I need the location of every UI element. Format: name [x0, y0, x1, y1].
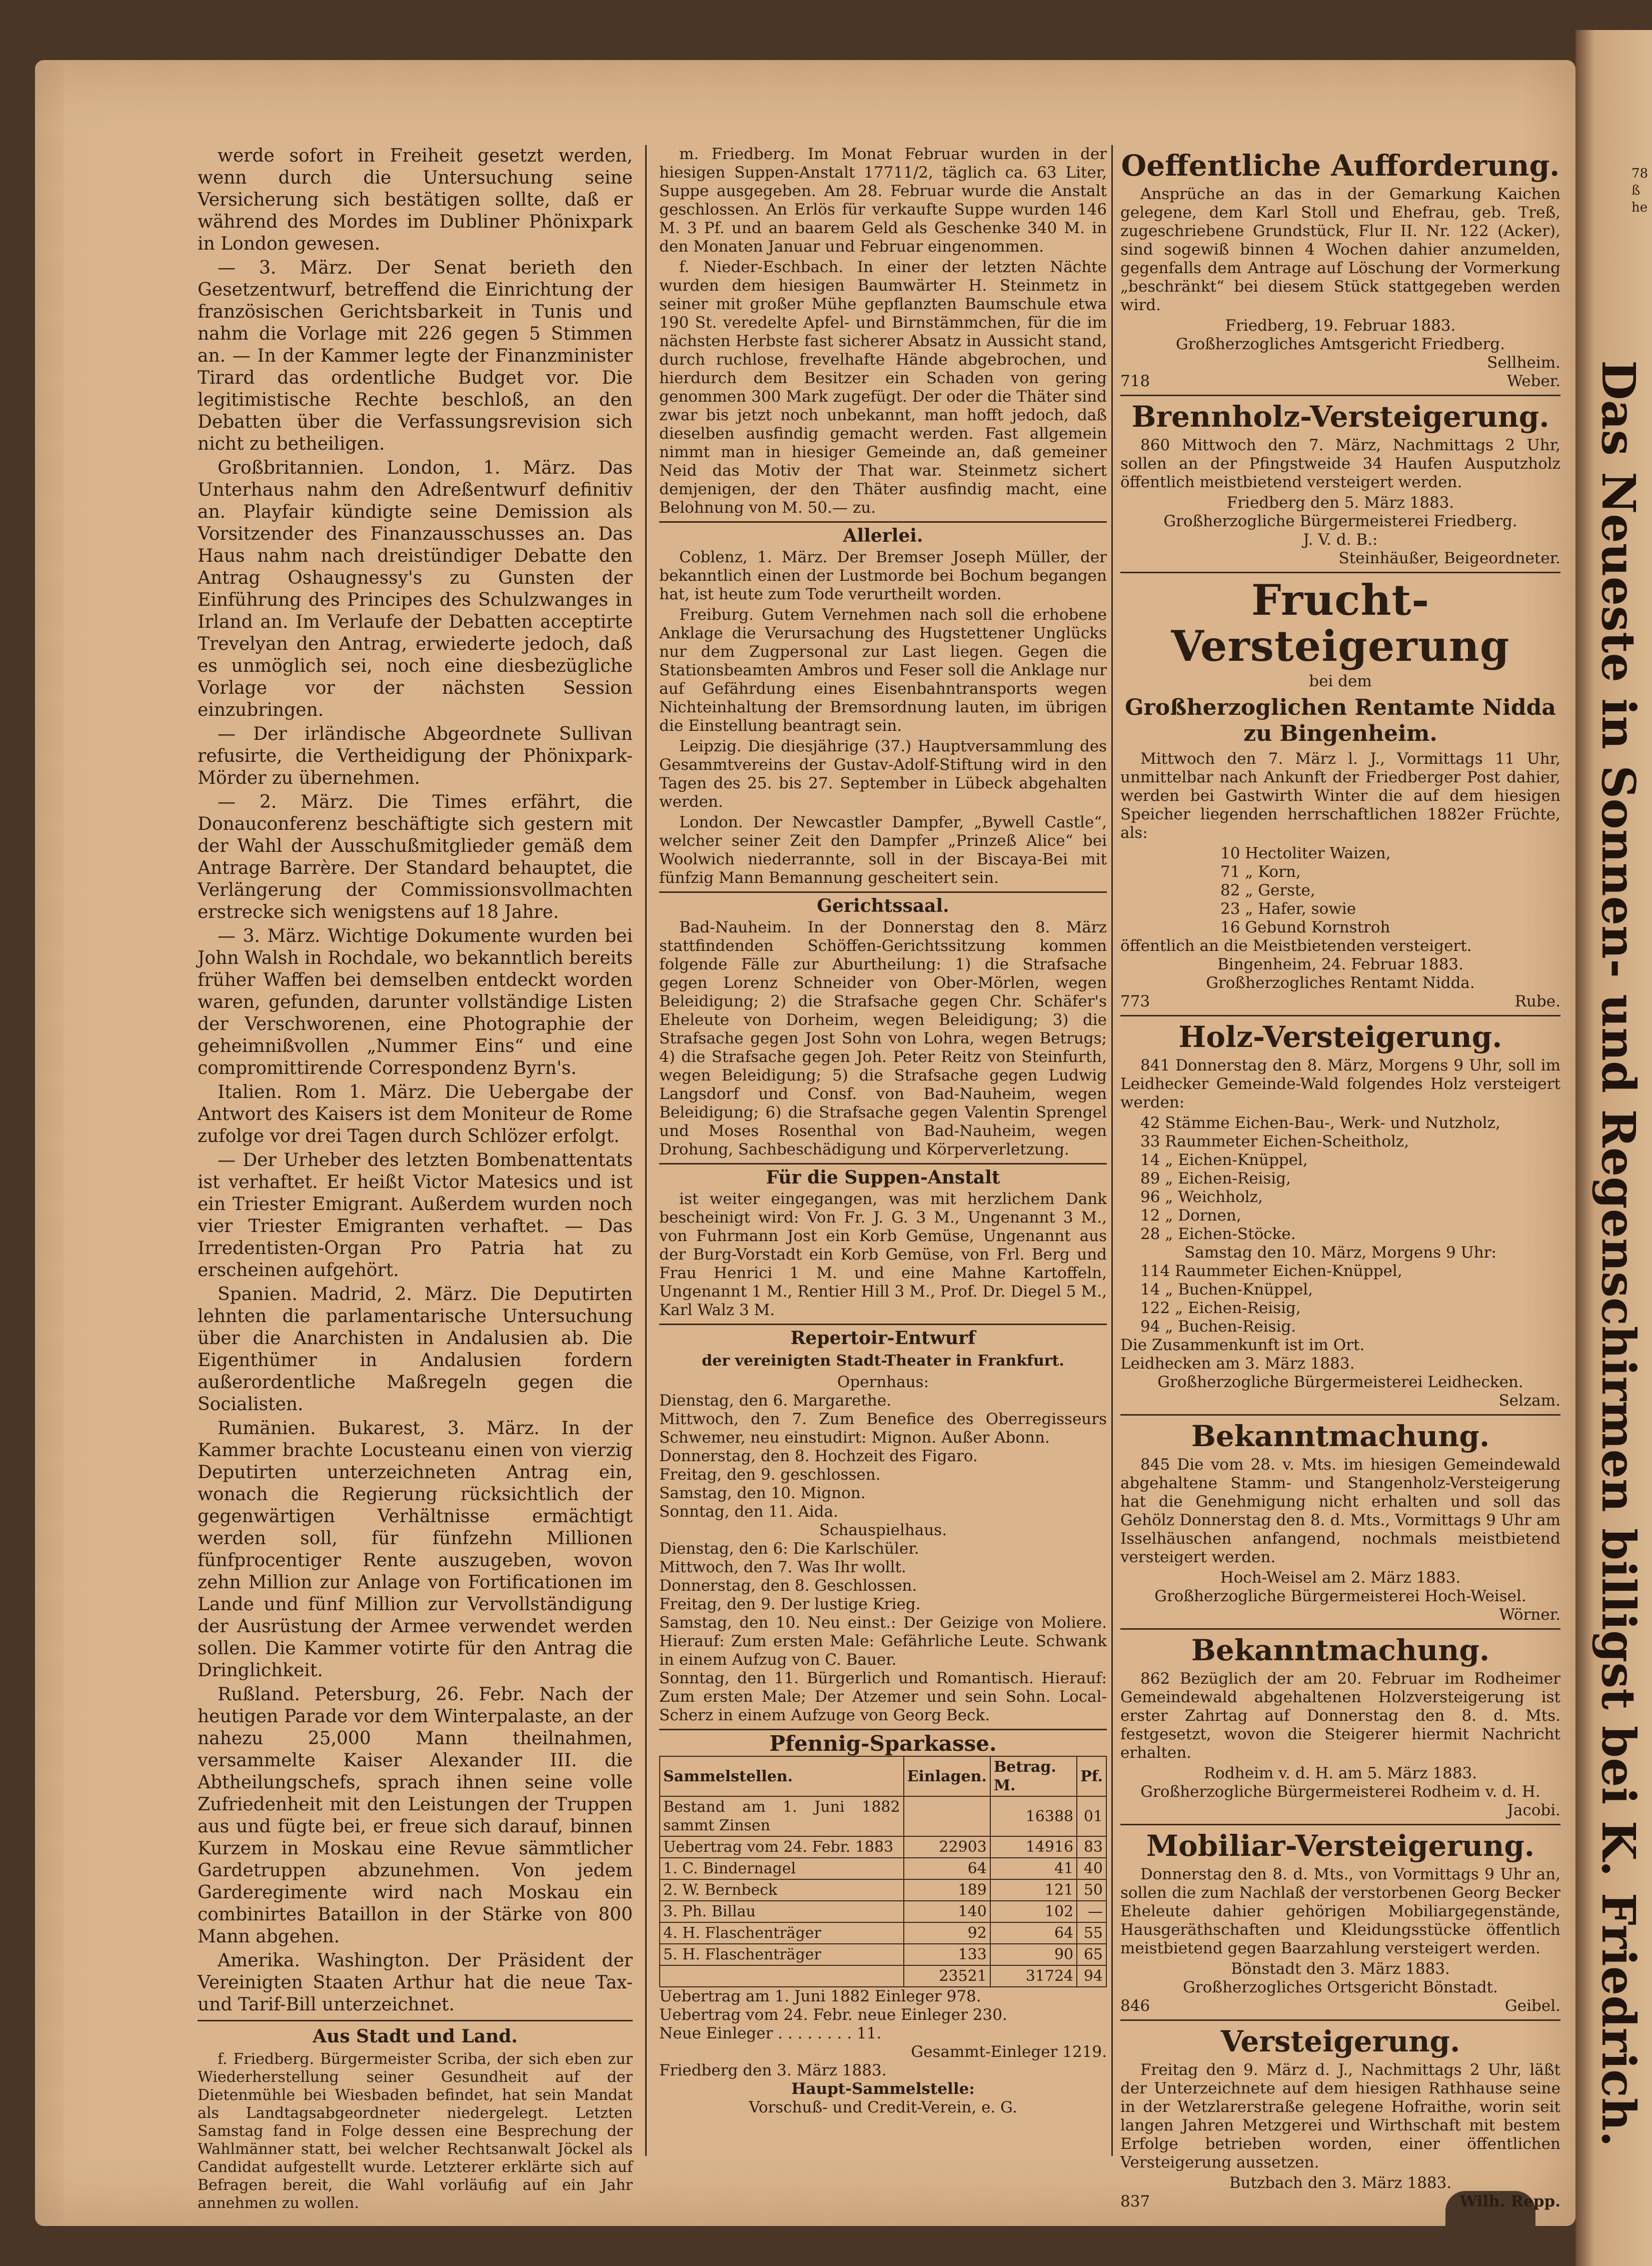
summary-line: Neue Einleger . . . . . . . . 11.	[659, 2024, 882, 2042]
table-cell: 41	[990, 1858, 1077, 1879]
paragraph: 862 Bezüglich der am 20. Februar im Rodheimer Gemeindewald abgehaltenen Holzversteigerung ist erster Zahrtag auf Donnerstag den 8. d. Mts. festgesetzt, wovon die Steigerer hiermit Nachricht erhalten.	[1120, 1670, 1560, 1762]
table-row	[660, 1858, 1106, 1879]
table-row	[660, 1836, 1106, 1858]
list-item: 96 „ Weichholz,	[1140, 1188, 1263, 1206]
ad-text: Die Zusammenkunft ist im Ort.	[1120, 1336, 1365, 1354]
side-advertisement: Das Neueste in Sonnen- und Regenschirmen billigst bei K. Friedrich.	[1591, 360, 1645, 2147]
section-heading: Repertoir-Entwurf	[790, 1328, 976, 1349]
ad-subheading: Großherzoglichen Rentamte Nidda zu Bingenheim.	[1125, 695, 1556, 746]
table-header: Sammelstellen.	[660, 1756, 904, 1796]
dateline: Friedberg den 5. März 1883.	[1226, 494, 1454, 512]
ad-number: 846	[1120, 1997, 1150, 2015]
table-cell: 01	[1077, 1796, 1106, 1836]
paragraph: — Der Urheber des letzten Bombenattentats ist verhaftet. Er heißt Victor Matesics und ist ein Triester Emigrant. Außerdem wurden noch vier Triester Emigranten verhaftet. — Das Irredentisten-Organ Pro Patria hat zu erscheinen aufgehört.	[198, 1150, 633, 1281]
dateline: Butzbach den 3. März 1883.	[1229, 2174, 1452, 2192]
ad-text: öffentlich an die Meistbietenden versteigert.	[1120, 937, 1472, 955]
divider	[659, 1729, 1107, 1730]
table-cell: 16388	[990, 1796, 1077, 1836]
paragraph: Großbritannien. London, 1. März. Das Unterhaus nahm den Adreßentwurf definitiv an. Playfair kündigte seine Demission als Vorsitzender des Finanzausschusses an. Das Haus nahm nach dreistündiger Debatte den Antrag Oshaugnessy's zu Gunsten der Einführung des Principes des Schulzwanges in Irland an. Im Verlaufe der Debatten acceptirte Trevelyan den Antrag, erwiederte jedoch, daß es unmöglich sei, noch eine diesbezügliche Vorlage vor der nächsten Session einzubringen.	[198, 458, 633, 720]
paragraph: Amerika. Washington. Der Präsident der Vereinigten Staaten Arthur hat die neue Tax- und Tarif-Bill unterzeichnet.	[198, 1950, 633, 2015]
table-row	[660, 1944, 1106, 1965]
section-heading: Pfennig-Sparkasse.	[769, 1731, 997, 1756]
table-cell: 92	[904, 1922, 990, 1944]
announcement	[1120, 577, 1560, 1016]
table-cell: 22903	[904, 1836, 990, 1858]
table-cell: 55	[1077, 1922, 1106, 1944]
table-cell: 2. W. Bernbeck	[660, 1879, 904, 1901]
office: Großherzogliches Ortsgericht Bönstadt.	[1183, 1978, 1498, 1996]
schedule-line: Dienstag, den 6: Die Karlschüler.	[659, 1540, 919, 1558]
office: Großherzogliche Bürgermeisterei Rodheim v. d. H.	[1140, 1783, 1540, 1801]
column-politics	[198, 145, 633, 2214]
ad-text: Samstag den 10. März, Morgens 9 Uhr:	[1184, 1244, 1496, 1262]
paragraph: — 3. März. Der Senat berieth den Gesetzentwurf, betreffend die Einrichtung der französischen Gerichtsbarkeit in Tunis und nahm die Vorlage mit 226 gegen 5 Stimmen an. — In der Kammer legte der Finanzminister Tirard das ordentliche Budget vor. Die legitimistische Rechte beschloß, an den Debatten über die Verfassungsrevision sich nicht zu betheiligen.	[198, 258, 633, 454]
signature: Vorschuß- und Credit-Verein, e. G.	[749, 2098, 1017, 2116]
paragraph: Coblenz, 1. März. Der Bremser Joseph Müller, der bekanntlich einen der Lustmorde bei Bochum begangen hat, ist heute zum Tode verurtheilt worden.	[659, 548, 1107, 603]
announcement	[1120, 1634, 1560, 1825]
paragraph: Rumänien. Bukarest, 3. März. In der Kammer brachte Locusteanu einen von vierzig Deputirten unterzeichneten Antrag ein, wonach die Regierung rücksichtlich der gegenwärtigen Verhältnisse ermächtigt werden soll, für fünfzehn Millionen fünfprocentiger Rente auszugeben, wovon zehn Million zur Anlage von Fortificationen im Lande und fünf Million zur Vervollständigung der Ausrüstung der Armee verwendet werden sollen. Die Kammer votirte für den Antrag die Dringlichkeit.	[198, 1418, 633, 1681]
ad-text: bei dem	[1309, 672, 1372, 690]
divider	[659, 1324, 1107, 1325]
table-cell: 94	[1077, 1965, 1106, 1987]
ad-heading: Holz-Versteigerung.	[1178, 1020, 1502, 1054]
table-cell: 14916	[990, 1836, 1077, 1858]
divider	[659, 1163, 1107, 1165]
table-row	[660, 1901, 1106, 1922]
paragraph: Rußland. Petersburg, 26. Febr. Nach der heutigen Parade vor dem Winterpalaste, an der nahezu 25,000 Mann theilnahmen, versammelte Kaiser Alexander III. die Abtheilungschefs, sprach ihnen seine volle Zufriedenheit mit den Leistungen der Truppen aus und fügte bei, er freue sich darauf, binnen Kurzem in Moskau eine Revue sämmtlicher Gardetruppen abzunehmen. Von jedem Garderegimente wird nach Moskau ein combinirtes Bataillon in der Stärke von 800 Mann abgehen.	[198, 1684, 633, 1947]
paragraph: Freiburg. Gutem Vernehmen nach soll die erhobene Anklage die Verursachung des Hugstettener Unglücks nur dem Zugpersonal zur Last liegen. Gegen die Stationsbeamten Ambros und Feser soll die Anklage nur auf Gefährdung eines Eisenbahntransports wegen Nichteinhaltung der Bremsordnung lauten, im übrigen die Einstellung beantragt sein.	[659, 606, 1107, 735]
section-heading: Für die Suppen-Anstalt	[766, 1167, 1000, 1188]
table-cell: Uebertrag vom 24. Febr. 1883	[660, 1836, 904, 1858]
schedule-line: Sonntag, den 11. Bürgerlich und Romantisch. Hierauf: Zum ersten Male; Der Atzemer und sein Sohn. Local-Scherz in einem Aufzuge von Georg Beck.	[659, 1669, 1107, 1724]
paragraph: Spanien. Madrid, 2. März. Die Deputirten lehnten die parlamentarische Untersuchung über die Anarchisten in Andalusien ab. Die Eigenthümer in Andalusien fordern außerordentliche Maßregeln gegen die Socialisten.	[198, 1284, 633, 1415]
paragraph: Ansprüche an das in der Gemarkung Kaichen gelegene, dem Karl Stoll und Ehefrau, geb. Treß, zugeschriebene Grundstück, Flur II. Nr. 122 (Acker), sind sogewiß binnen 4 Wochen dahier anzumelden, gegenfalls dem Antrage auf Löschung der Vormerkung „beschränkt“ bei diesem Stück stattgegeben werden wird.	[1120, 185, 1560, 314]
ad-heading: Brennholz-Versteigerung.	[1131, 400, 1549, 434]
office: Großherzogliche Bürgermeisterei Hoch-Weisel.	[1154, 1587, 1526, 1605]
section-heading: Allerlei.	[843, 525, 923, 546]
list-item: 89 „ Eichen-Reisig,	[1140, 1170, 1291, 1188]
schedule-line: Sonntag, den 11. Aida.	[659, 1503, 838, 1521]
schedule-line: Freitag, den 9. geschlossen.	[659, 1466, 881, 1484]
summary-line: Uebertrag am 1. Juni 1882 Einleger 978.	[659, 1987, 981, 2005]
office: Großherzogliches Amtsgericht Friedberg.	[1175, 335, 1505, 353]
paragraph: Italien. Rom 1. März. Die Uebergabe der Antwort des Kaisers ist dem Moniteur de Rome zufolge vor drei Tagen durch Schlözer erfolgt.	[198, 1082, 633, 1147]
table-cell: 133	[904, 1944, 990, 1965]
list-item: 33 Raummeter Eichen-Scheitholz,	[1140, 1132, 1409, 1151]
schedule-line: Mittwoch, den 7. Zum Benefice des Oberregisseurs Schwemer, neu einstudirt: Mignon. Außer Abonn.	[659, 1410, 1107, 1447]
section-heading: Gerichtssaal.	[817, 895, 949, 916]
signature: Geibel.	[1505, 1997, 1560, 2015]
subheading: Haupt-Sammelstelle:	[791, 2080, 975, 2098]
paragraph: Freitag den 9. März d. J., Nachmittags 2 Uhr, läßt der Unterzeichnete auf dem hiesigen Rathhause seine in der Wetzlarerstraße gelegene Hofraithe, worin seit langen Jahren Metzgerei und Wirthschaft mit bestem Erfolge betrieben worden, einer öffentlichen Versteigerung aussetzen.	[1120, 2061, 1560, 2171]
signature: Wilh. Repp.	[1459, 2192, 1560, 2210]
divider	[659, 521, 1107, 523]
summary-line: Uebertrag vom 24. Febr. neue Einleger 230.	[659, 2006, 1007, 2024]
signature: J. V. d. B.:	[1303, 531, 1378, 549]
dateline: Leidhecken am 3. März 1883.	[1120, 1355, 1355, 1373]
paragraph: werde sofort in Freiheit gesetzt werden, wenn durch die Untersuchung seine Versicherung sich bestätigen sollte, daß er während des Mordes im Dubliner Phönixpark in London gewesen.	[198, 146, 633, 254]
margin-note: 78 ß he	[1631, 166, 1648, 215]
announcement	[1120, 1420, 1560, 1630]
signature: Steinhäußer, Beigeordneter.	[1338, 549, 1560, 567]
paragraph: f. Friedberg. Bürgermeister Scriba, der sich eben zur Wiederherstellung seiner Gesundheit auf der Dietenmühle bei Wiesbaden befindet, hat sein Mandat als Landtagsabgeordneter niedergelegt. Letzten Samstag fand in Folge dessen eine Besprechung der Wahlmänner statt, bei welcher Rechtsanwalt Jöckel als Candidat aufgestellt wurde. Letzterer erklärte sich auf Befragen bereit, die Wahl vorläufig auf ein Jahr annehmen zu wollen.	[198, 2050, 633, 2212]
list-item: 94 „ Buchen-Reisig.	[1140, 1318, 1296, 1336]
signature: Jacobi.	[1507, 1801, 1560, 1819]
ad-heading: Mobiliar-Versteigerung.	[1146, 1829, 1535, 1863]
schedule-line: Samstag, den 10. Neu einst.: Der Geizige von Moliere. Hierauf: Zum ersten Male: Gefährliche Leute. Schwank in einem Aufzug von C. Bauer.	[659, 1614, 1107, 1669]
table-cell: 3. Ph. Billau	[660, 1901, 904, 1922]
ad-number: 837	[1120, 2192, 1150, 2210]
table-cell: —	[1077, 1901, 1106, 1922]
paragraph: m. Friedberg. Im Monat Februar wurden in der hiesigen Suppen-Anstalt 17711/2, täglich ca. 63 Liter, Suppe ausgegeben. Am 28. Februar wurde die Anstalt geschlossen. An Erlös für verkaufte Suppe wurden 146 M. 3 Pf. und an baarem Geld als Geschenke 340 M. in den Monaten Januar und Februar eingenommen.	[659, 145, 1107, 256]
table-cell: Bestand am 1. Juni 1882 sammt Zinsen	[660, 1796, 904, 1836]
paragraph: — 2. März. Die Times erfährt, die Donauconferenz beschäftigte sich gestern mit der Wahl der Ausschußmitglieder gemäß dem Antrage Barrère. Der Standard behauptet, die Verlängerung der Commissionsvollmachten erstrecke sich wenigstens auf 18 Jahre.	[198, 792, 633, 922]
summary-line: Gesammt-Einleger 1219.	[911, 2043, 1107, 2061]
office: Großherzogliche Bürgermeisterei Friedberg.	[1163, 512, 1517, 530]
dateline: Hoch-Weisel am 2. März 1883.	[1220, 1569, 1461, 1587]
table-cell: 90	[990, 1944, 1077, 1965]
divider	[198, 2020, 633, 2021]
list-item: 71 „ Korn,	[1220, 863, 1301, 881]
list-item: 14 „ Eichen-Knüppel,	[1140, 1151, 1308, 1169]
list-item: 23 „ Hafer, sowie	[1220, 900, 1356, 918]
signature: Sellheim.	[1487, 354, 1560, 372]
table-row	[660, 1922, 1106, 1944]
schedule-line: Donnerstag, den 8. Geschlossen.	[659, 1577, 917, 1595]
list-item: 42 Stämme Eichen-Bau-, Werk- und Nutzholz,	[1140, 1114, 1500, 1132]
table-row	[660, 1965, 1106, 1987]
paragraph: — 3. März. Wichtige Dokumente wurden bei John Walsh in Rochdale, wo bekanntlich bereits früher Waffen bei demselben entdeckt worden waren, gefunden, darunter vollständige Listen der Verschworenen, eine Photographie der geheimnißvollen „Nummer Eins“ und eine compromittirende Correspondenz Byrn's.	[198, 926, 633, 1078]
table-cell: 121	[990, 1879, 1077, 1901]
announcement	[1120, 1020, 1560, 1416]
announcement	[1120, 2025, 1560, 2211]
column-rule	[1111, 145, 1113, 2156]
column-announcements	[1120, 145, 1560, 2211]
list-item: 16 Gebund Kornstroh	[1220, 918, 1390, 936]
schedule-line: Samstag, den 10. Mignon.	[659, 1484, 866, 1502]
subheading: Schauspielhaus.	[819, 1521, 947, 1539]
paragraph: Leipzig. Die diesjährige (37.) Hauptversammlung des Gesammtvereins der Gustav-Adolf-Stiftung wird in den Tagen des 25. bis 27. September in Lübeck abgehalten werden.	[659, 737, 1107, 811]
signature: Rube.	[1514, 992, 1560, 1010]
list-item: 82 „ Gerste,	[1220, 881, 1315, 899]
signature: Wörner.	[1499, 1606, 1560, 1624]
column-rule	[645, 145, 647, 2156]
table-cell: 64	[990, 1922, 1077, 1944]
signature: Selzam.	[1498, 1392, 1560, 1410]
ad-number: 773	[1120, 992, 1150, 1010]
list-item: 114 Raummeter Eichen-Knüppel,	[1140, 1262, 1402, 1280]
ad-number: 718	[1120, 372, 1150, 390]
ad-heading: Versteigerung.	[1220, 2024, 1460, 2058]
list-item: 122 „ Eichen-Reisig,	[1140, 1299, 1301, 1317]
signature: Weber.	[1506, 372, 1560, 390]
section-subheading: der vereinigten Stadt-Theater in Frankfurt.	[702, 1352, 1064, 1370]
table-cell: 64	[904, 1858, 990, 1879]
table-cell: 83	[1077, 1836, 1106, 1858]
table-cell: 40	[1077, 1858, 1106, 1879]
dateline: Friedberg den 3. März 1883.	[659, 2061, 887, 2079]
paragraph: Bad-Nauheim. In der Donnerstag den 8. März stattfindenden Schöffen-Gerichtssitzung kommen folgende Fälle zur Aburtheilung: 1) die Strafsache gegen Lorenz Schneider von Ober-Mörlen, wegen Beleidigung; 2) die Strafsache gegen Chr. Schäfer's Eheleute von Dorheim, wegen Beleidigung; 3) die Strafsache gegen Jost Sohn von Lohra, wegen Betrugs; 4) die Strafsache gegen Joh. Peter Reitz von Steinfurth, wegen Beleidigung; 5) die Strafsache gegen Ludwig Langsdorf und Consf. von Bad-Nauheim, wegen Beleidigung; 6) die Strafsache gegen Valentin Sprengel und Moses Rosenthal von Bad-Nauheim, wegen Drohung, Sachbeschädigung und Körperverletzung.	[659, 918, 1107, 1159]
table-cell	[904, 1796, 990, 1836]
table-cell: 1. C. Bindernagel	[660, 1858, 904, 1879]
paragraph: — Der irländische Abgeordnete Sullivan refusirte, die Vertheidigung der Phönixpark-Mörder zu übernehmen.	[198, 724, 633, 788]
table-cell: 140	[904, 1901, 990, 1922]
list-item: 10 Hectoliter Waizen,	[1220, 844, 1391, 862]
office: Großherzogliches Rentamt Nidda.	[1206, 974, 1475, 992]
table-cell: 65	[1077, 1944, 1106, 1965]
table-header: Betrag. M.	[990, 1756, 1077, 1796]
paragraph: 845 Die vom 28. v. Mts. im hiesigen Gemeindewald abgehaltene Stamm- und Stangenholz-Versteigerung hat die Genehmigung nicht erhalten und soll das Gehölz Donnerstag den 8. d. Mts., Vormittags 9 Uhr am Isselhäuschen anfangend, nochmals meistbietend versteigert werden.	[1120, 1456, 1560, 1566]
announcement	[1120, 1829, 1560, 2021]
announcement	[1120, 400, 1560, 573]
table-cell: 102	[990, 1901, 1077, 1922]
list-item: 28 „ Eichen-Stöcke.	[1140, 1225, 1296, 1243]
dateline: Bingenheim, 24. Februar 1883.	[1217, 955, 1463, 973]
table-row	[660, 1796, 1106, 1836]
table-row	[660, 1879, 1106, 1901]
paragraph: Donnerstag den 8. d. Mts., von Vormittags 9 Uhr an, sollen die zum Nachlaß der verstorbenen Georg Becker Eheleute dahier gehörigen Mobiliargegenstände, Hausgeräthschaften und Kleidungsstücke öffentlich meistbietend gegen Baarzahlung versteigert werden.	[1120, 1865, 1560, 1957]
table-cell: 189	[904, 1879, 990, 1901]
paragraph: f. Nieder-Eschbach. In einer der letzten Nächte wurden dem hiesigen Baumwärter H. Steinmetz in seiner mit großer Mühe gepflanzten Baumschule etwa 190 St. veredelte Apfel- und Birnstämmchen, für die im nächsten Herbste fast sicherer Absatz in Aussicht stand, durch ruchlose, frevelhafte Hände abgebrochen, und hierdurch dem Besitzer ein Schaden von gering genommen 300 Mark zugefügt. Der oder die Thäter sind zwar bis jetzt noch unbekannt, man hofft jedoch, daß dieselben ausfindig gemacht werden. Fast allgemein nimmt man in hiesiger Gemeinde an, daß gemeiner Neid das Motiv der That war. Steinmetz sichert demjenigen, der den Thäter ausfindig macht, eine Belohnung von M. 50.— zu.	[659, 258, 1107, 517]
column-local-news	[659, 145, 1107, 2117]
subheading: Opernhaus:	[837, 1373, 929, 1391]
dateline: Bönstadt den 3. März 1883.	[1231, 1960, 1450, 1978]
schedule-line: Dienstag, den 6. Margarethe.	[659, 1392, 892, 1410]
schedule-line: Mittwoch, den 7. Was Ihr wollt.	[659, 1558, 906, 1576]
ad-heading: Bekanntmachung.	[1191, 1633, 1490, 1667]
dateline: Rodheim v. d. H. am 5. März 1883.	[1203, 1764, 1477, 1782]
table-cell: 31724	[990, 1965, 1077, 1987]
paragraph: 860 Mittwoch den 7. März, Nachmittags 2 Uhr, sollen an der Pfingstweide 34 Haufen Ausputzholz öffentlich meistbietend versteigert werden.	[1120, 436, 1560, 491]
ad-heading: Bekanntmachung.	[1191, 1419, 1490, 1453]
table-header: Pf.	[1077, 1756, 1106, 1796]
paragraph: ist weiter eingegangen, was mit herzlichem Dank bescheinigt wird: Von Fr. J. G. 3 M., Ungenannt 3 M., von Fuhrmann Jost ein Korb Gemüse, Ungenannt aus der Burg-Vorstadt ein Korb Gemüse, von Frl. Berg und Frau Henrici 1 M. und eine Mahne Kartoffeln, Ungenannt 1 M., Rentier Hill 3 M., Prof. Dr. Diegel 5 M., Karl Walz 3 M.	[659, 1190, 1107, 1319]
office: Großherzogliche Bürgermeisterei Leidhecken.	[1157, 1373, 1523, 1391]
divider	[659, 891, 1107, 893]
list-item: 14 „ Buchen-Knüppel,	[1140, 1281, 1313, 1299]
savings-table	[659, 1756, 1107, 1987]
table-cell: 4. H. Flaschenträger	[660, 1922, 904, 1944]
table-cell: 5. H. Flaschenträger	[660, 1944, 904, 1965]
table-body	[660, 1796, 1106, 1987]
table-header: Einlagen.	[904, 1756, 990, 1796]
paragraph: 841 Donnerstag den 8. März, Morgens 9 Uhr, soll im Leidhecker Gemeinde-Wald folgendes Holz versteigert werden:	[1120, 1056, 1560, 1111]
table-cell: 23521	[904, 1965, 990, 1987]
dateline: Friedberg, 19. Februar 1883.	[1225, 317, 1456, 335]
schedule-line: Donnerstag, den 8. Hochzeit des Figaro.	[659, 1447, 978, 1465]
table-cell: 50	[1077, 1879, 1106, 1901]
announcement	[1120, 149, 1560, 396]
paragraph: Mittwoch den 7. März l. J., Vormittags 11 Uhr, unmittelbar nach Ankunft der Friedberger Post dahier, werden bei Gastwirth Winter die auf dem hiesigen Speicher liegenden herrschaftlichen 1882er Früchte, als:	[1120, 750, 1560, 842]
list-item: 12 „ Dornen,	[1140, 1207, 1241, 1225]
section-heading: Aus Stadt und Land.	[313, 2026, 518, 2047]
table-cell	[660, 1965, 904, 1987]
ad-heading: Frucht-Versteigerung	[1171, 575, 1510, 671]
paragraph: London. Der Newcastler Dampfer, „Bywell Castle“, welcher seiner Zeit den Dampfer „Prinzeß Alice“ bei Woolwich niederrannte, soll in der Biscaya-Bei mit fünfzig Mann Bemannung gescheitert sein.	[659, 813, 1107, 887]
schedule-line: Freitag, den 9. Der lustige Krieg.	[659, 1595, 921, 1613]
ad-heading: Oeffentliche Aufforderung.	[1121, 149, 1560, 183]
